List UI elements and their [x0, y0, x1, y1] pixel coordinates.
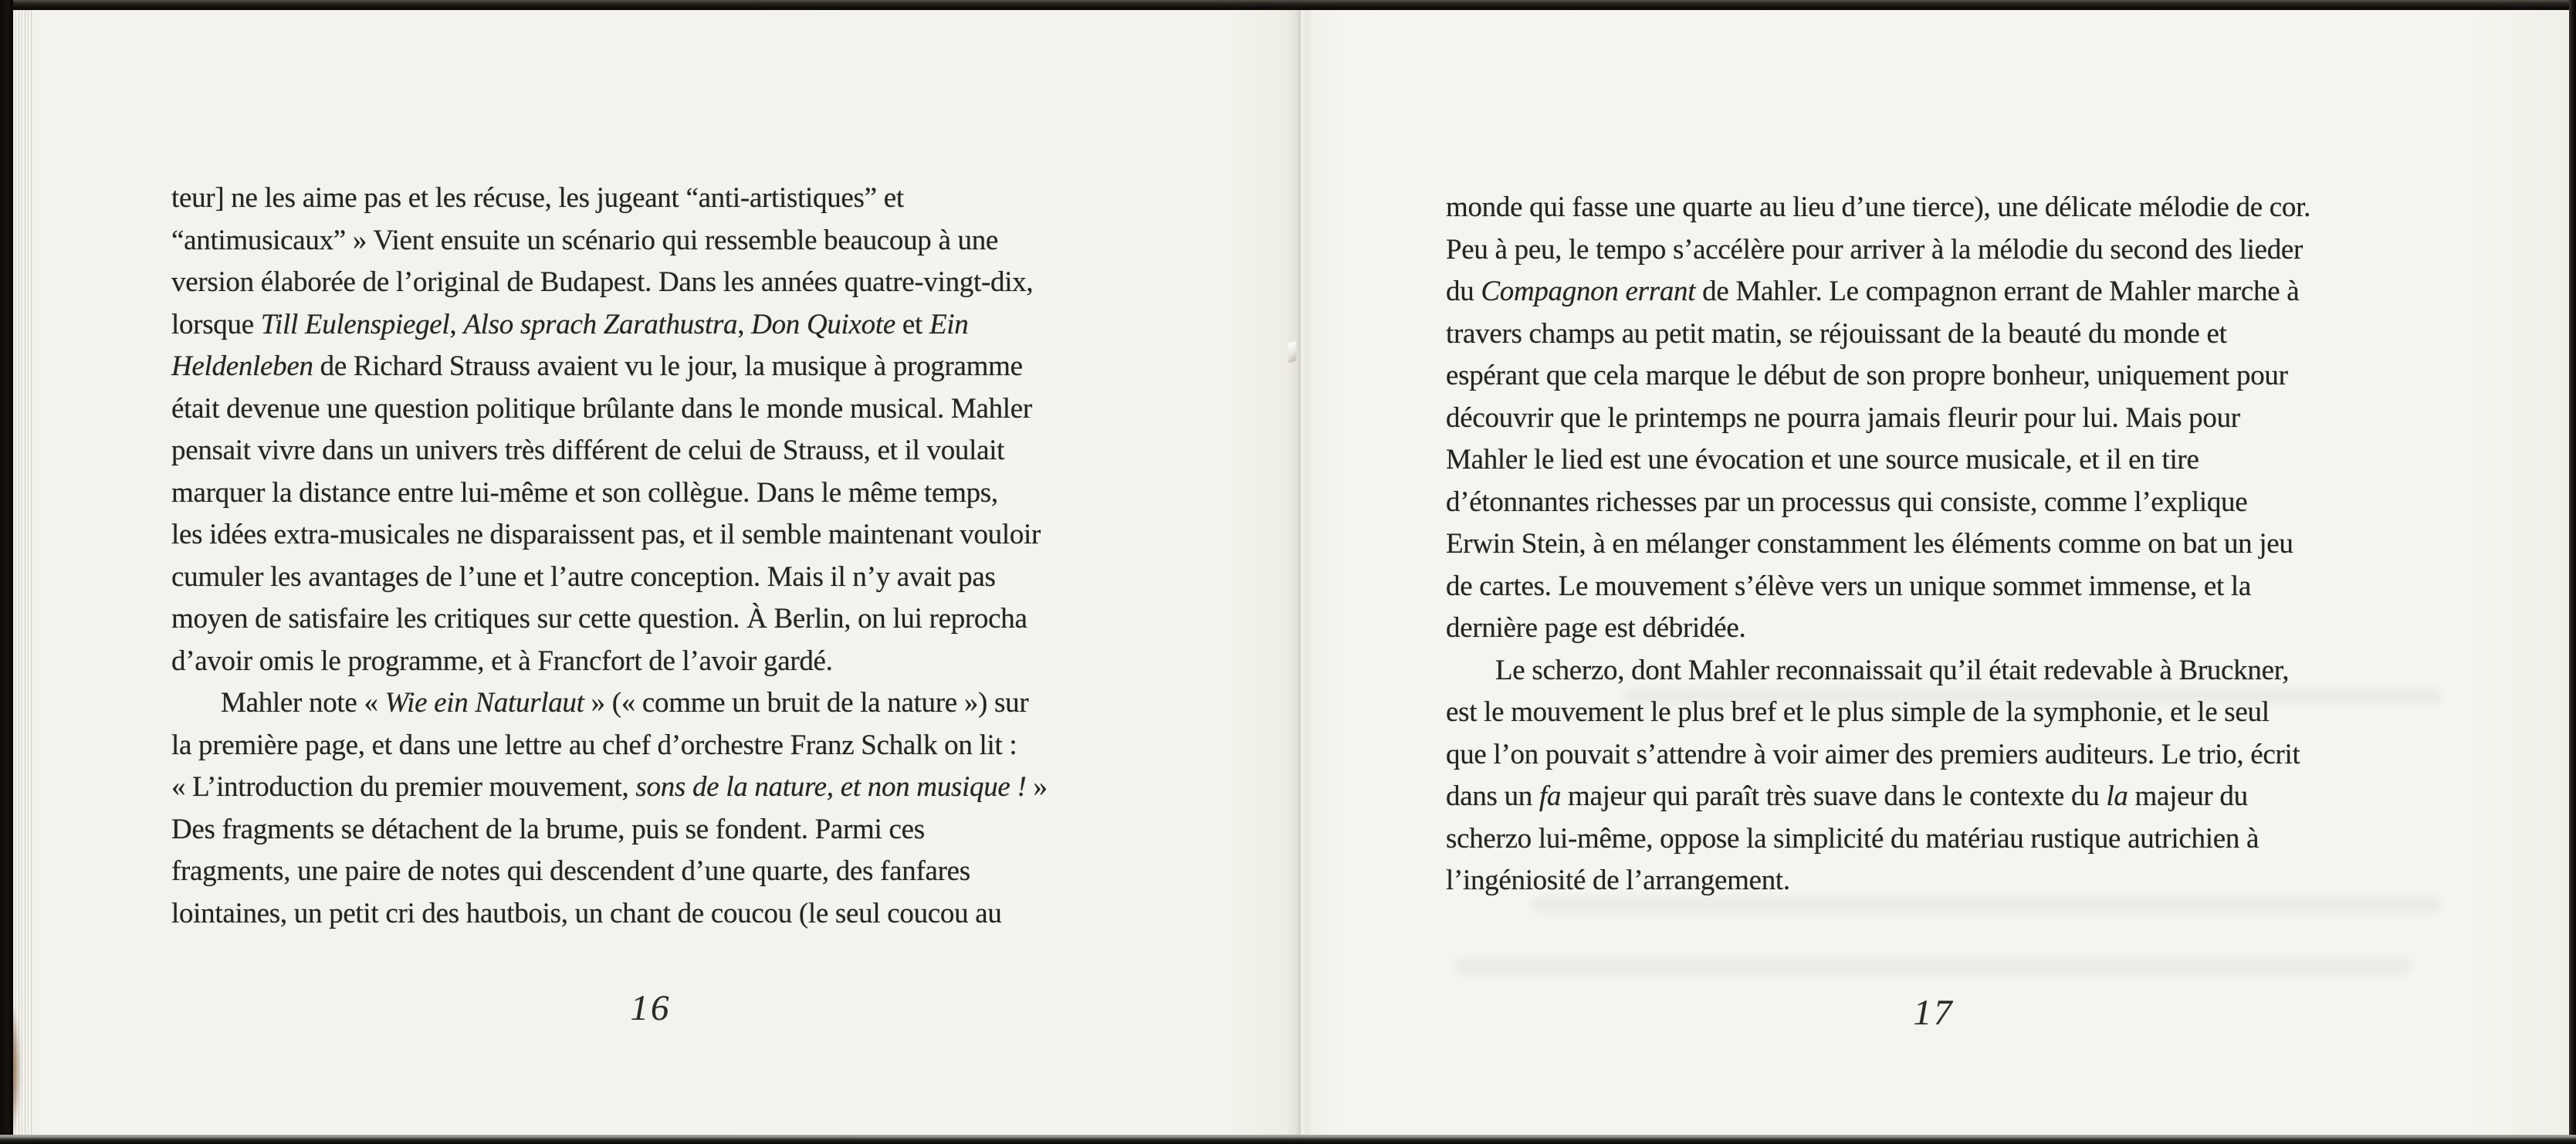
- page-left-text: [171, 178, 1167, 935]
- text-line: Des fragments se détachent de la brume, puis se fondent. Parmi ces: [171, 813, 925, 845]
- page-right: [1300, 10, 2569, 1135]
- scan-bottom-edge: [0, 1135, 2576, 1144]
- text-line: Mahler note « Wie ein Naturlaut » (« comme un bruit de la nature ») sur: [221, 687, 1029, 719]
- text-line: lointaines, un petit cri des hautbois, un chant de coucou (le seul coucou au: [171, 897, 1002, 929]
- text-line: est le mouvement le plus bref et le plus simple de la symphonie, et le seul: [1446, 696, 2270, 728]
- text-line: Peu à peu, le tempo s’accélère pour arriver à la mélodie du second des lieder: [1446, 233, 2304, 266]
- text-line: découvrir que le printemps ne pourra jamais fleurir pour lui. Mais pour: [1446, 401, 2240, 434]
- text-line: espérant que cela marque le début de son propre bonheur, uniquement pour: [1446, 360, 2288, 391]
- text-line: pensait vivre dans un univers très différent de celui de Strauss, et il voulait: [171, 435, 1005, 466]
- scan-top-edge: [0, 0, 2576, 10]
- text-line: d’étonnantes richesses par un processus qui consiste, comme l’explique: [1446, 486, 2248, 518]
- text-line: « L’introduction du premier mouvement, sons de la nature, et non musique ! »: [171, 771, 1048, 803]
- text-line: monde qui fasse une quarte au lieu d’une tierce), une délicate mélodie de cor.: [1446, 191, 2311, 223]
- text-line: d’avoir omis le programme, et à Francfort de l’avoir gardé.: [171, 645, 833, 677]
- text-line: lorsque Till Eulenspiegel, Also sprach Zarathustra, Don Quixote et Ein: [171, 308, 969, 340]
- page-number-right: 17: [1913, 993, 1955, 1033]
- text-line: scherzo lui-même, oppose la simplicité du matériau rustique autrichien à: [1446, 822, 2260, 855]
- text-line: que l’on pouvait s’attendre à voir aimer des premiers auditeurs. Le trio, écrit: [1446, 738, 2300, 770]
- page-number-left: 16: [630, 988, 672, 1028]
- text-line: Le scherzo, dont Mahler reconnaissait qu’il était redevable à Bruckner,: [1495, 654, 2290, 686]
- ink-bleedthrough: [1454, 958, 2412, 975]
- text-line: les idées extra-musicales ne disparaissent pas, et il semble maintenant vouloir: [171, 519, 1041, 550]
- text-line: fragments, une paire de notes qui descendent d’une quarte, des fanfares: [171, 855, 970, 887]
- text-line: cumuler les avantages de l’une et l’autre conception. Mais il n’y avait pas: [171, 560, 996, 593]
- text-line: travers champs au petit matin, se réjouissant de la beauté du monde et: [1446, 317, 2227, 350]
- gutter-paper-nick: [1288, 340, 1296, 363]
- text-line: marquer la distance entre lui-même et son collègue. Dans le même temps,: [171, 476, 998, 509]
- text-line: dernière page est débridée.: [1446, 612, 1746, 644]
- page-left: [13, 10, 1300, 1135]
- text-line: moyen de satisfaire les critiques sur cette question. À Berlin, on lui reprocha: [171, 603, 1027, 635]
- text-line: du Compagnon errant de Mahler. Le compagnon errant de Mahler marche à: [1446, 276, 2300, 307]
- book-pages: [13, 10, 2569, 1135]
- text-line: l’ingéniosité de l’arrangement.: [1446, 865, 1790, 896]
- text-line: Erwin Stein, à en mélanger constamment les éléments comme on bat un jeu: [1446, 528, 2293, 560]
- text-line: Mahler le lied est une évocation et une source musicale, et il en tire: [1446, 444, 2199, 476]
- text-line: la première page, et dans une lettre au chef d’orchestre Franz Schalk on lit :: [171, 729, 1017, 761]
- text-line: était devenue une question politique brûlante dans le monde musical. Mahler: [171, 392, 1032, 425]
- scan-right-edge: [2569, 0, 2576, 1144]
- page-right-text: [1446, 187, 2442, 902]
- scan-left-edge: [0, 0, 13, 1144]
- text-line: “antimusicaux” » Vient ensuite un scénario qui ressemble beaucoup à une: [171, 224, 999, 256]
- text-line: teur] ne les aime pas et les récuse, les jugeant “anti-artistiques” et: [171, 182, 904, 214]
- text-line: dans un fa majeur qui paraît très suave dans le contexte du la majeur du: [1446, 780, 2248, 812]
- page-edge-stack: [13, 10, 33, 1135]
- text-line: de cartes. Le mouvement s’élève vers un unique sommet immense, et la: [1446, 570, 2252, 602]
- text-line: Heldenleben de Richard Strauss avaient vu le jour, la musique à programme: [171, 350, 1023, 382]
- text-line: version élaborée de l’original de Budapest. Dans les années quatre-vingt-dix,: [171, 266, 1034, 298]
